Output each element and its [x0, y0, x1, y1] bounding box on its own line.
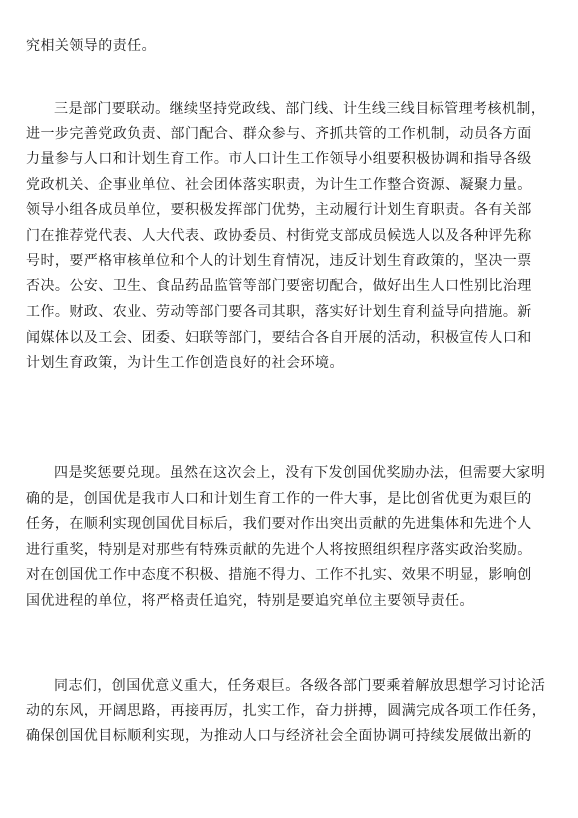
paragraph-line: 党政机关、企事业单位、社会团体落实职责，为计生工作整合资源、凝聚力量。 — [26, 177, 532, 193]
paragraph-line: 国优进程的单位，将严格责任追究，特别是要追究单位主要领导责任。 — [26, 593, 474, 609]
paragraph-line: 号时，要严格审核单位和个人的计划生育情况，违反计划生育政策的，坚决一票 — [26, 253, 532, 269]
paragraph-line: 对在创国优工作中态度不积极、措施不得力、工作不扎实、效果不明显，影响创 — [26, 567, 532, 583]
paragraph-line: 闻媒体以及工会、团委、妇联等部门，要结合各自开展的活动，积极宣传人口和 — [26, 330, 532, 346]
paragraph-line: 工作。财政、农业、劳动等部门要各司其职，落实好计划生育利益导向措施。新 — [26, 304, 532, 320]
paragraph-line: 任务，在顺利实现创国优目标后，我们要对作出突出贡献的先进集体和先进个人 — [26, 516, 532, 532]
paragraph-line: 否决。公安、卫生、食品药品监管等部门要密切配合，做好出生人口性别比治理 — [26, 278, 532, 294]
paragraph-line: 四是奖惩要兑现。虽然在这次会上，没有下发创国优奖励办法，但需要大家明 — [54, 465, 546, 481]
paragraph-line: 进行重奖，特别是对那些有特殊贡献的先进个人将按照组织程序落实政治奖励。 — [26, 542, 532, 558]
paragraph-line: 三是部门要联动。继续坚持党政线、部门线、计生线三线目标管理考核机制， — [54, 101, 546, 117]
paragraph-line: 计划生育政策，为计生工作创造良好的社会环境。 — [26, 355, 344, 371]
paragraph-line: 门在推荐党代表、人大代表、政协委员、村街党支部成员候选人以及各种评先称 — [26, 228, 532, 244]
paragraph-line: 确的是，创国优是我市人口和计划生育工作的一件大事，是比创省优更为艰巨的 — [26, 491, 532, 507]
paragraph-line: 确保创国优目标顺利实现，为推动人口与经济社会全面协调可持续发展做出新的 — [26, 728, 532, 744]
paragraph-line: 动的东风，开阔思路，再接再厉，扎实工作，奋力拼搏，圆满完成各项工作任务， — [26, 703, 547, 719]
continuation-line: 究相关领导的责任。 — [26, 38, 157, 54]
paragraph-line: 领导小组各成员单位，要积极发挥部门优势，主动履行计划生育职责。各有关部 — [26, 202, 532, 218]
paragraph-line: 进一步完善党政负责、部门配合、群众参与、齐抓共管的工作机制，动员各方面 — [26, 126, 532, 142]
paragraph-line: 力量参与人口和计划生育工作。市人口计生工作领导小组要积极协调和指导各级 — [26, 151, 532, 167]
paragraph-line: 同志们，创国优意义重大，任务艰巨。各级各部门要乘着解放思想学习讨论活 — [54, 678, 546, 694]
